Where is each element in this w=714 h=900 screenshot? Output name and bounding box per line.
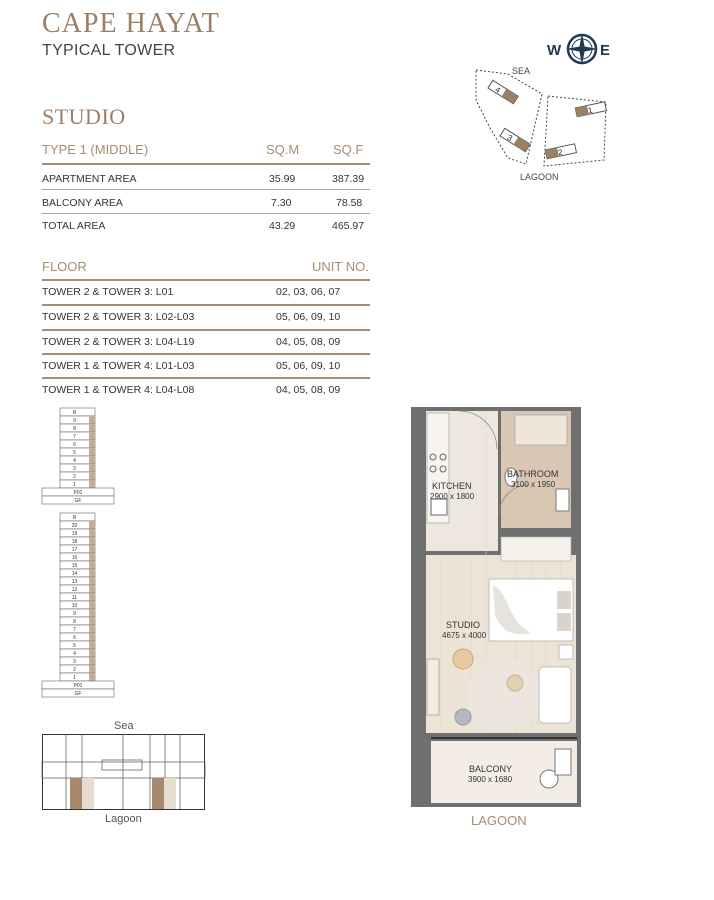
tower-level-label: GF [74, 691, 82, 697]
area-row-sqf: 465.97 [332, 220, 365, 232]
key-plan-sea-label: Sea [114, 720, 134, 732]
tower-level-unit-marker [89, 424, 95, 432]
tower-level-label: 9 [73, 611, 76, 617]
site-tower-3: 3 [505, 132, 514, 143]
area-row-label: APARTMENT AREA [42, 173, 137, 185]
tower-level-label: 3 [73, 466, 76, 472]
floor-row [42, 354, 370, 378]
col-unit-header: UNIT NO. [312, 259, 369, 274]
floor-row [42, 305, 370, 329]
tower-level-label: 1 [73, 482, 76, 488]
floor-row-units: 05, 06, 09, 10 [276, 360, 341, 372]
tower-level-unit-marker [89, 545, 95, 553]
tower-level-unit-marker [89, 569, 95, 577]
area-row-sqm: 7.30 [271, 197, 292, 209]
area-row-sqm: 43.29 [269, 220, 296, 232]
floor-plan [411, 405, 583, 809]
tower-level-unit-marker [89, 641, 95, 649]
key-plan-lagoon-label: Lagoon [105, 813, 142, 825]
tower-level-label: 18 [71, 539, 78, 545]
tower-level-label: 13 [71, 579, 78, 585]
tower-level-label: 6 [73, 442, 76, 448]
area-row-sqf: 78.58 [336, 197, 363, 209]
tower-level-unit-marker [89, 577, 95, 585]
site-tower-4: 4 [493, 84, 502, 95]
tower-level-box [60, 408, 95, 416]
tower-level-label: 20 [71, 523, 78, 529]
tower-level-box [60, 513, 95, 521]
floor-row-units: 04, 05, 08, 09 [276, 336, 341, 348]
unit-type-heading: STUDIO [42, 104, 126, 129]
tower-level-unit-marker [89, 633, 95, 641]
tower-large-elevation [42, 512, 117, 696]
tower-level-label: 9 [73, 418, 76, 424]
brand-title: CAPE HAYAT [42, 8, 220, 39]
area-row [42, 189, 370, 212]
tower-level-unit-marker [89, 448, 95, 456]
tower-level-label: 7 [73, 434, 76, 440]
area-row-label: BALCONY AREA [42, 197, 123, 209]
tower-level-unit-marker [89, 432, 95, 440]
tower-level-unit-marker [89, 464, 95, 472]
col-sqf-header: SQ.F [333, 142, 364, 157]
tower-level-label: 8 [73, 619, 76, 625]
col-floor-header: FLOOR [42, 259, 87, 274]
room-studio-label: STUDIO [446, 620, 481, 630]
tower-level-unit-marker [89, 649, 95, 657]
tower-level-label: 2 [73, 474, 76, 480]
room-balcony-label: BALCONY [469, 764, 513, 774]
tower-small-svg [42, 407, 117, 502]
floor-row-floor: TOWER 2 & TOWER 3: L02-L03 [42, 311, 195, 323]
area-type-label: TYPE 1 (MIDDLE) [42, 142, 149, 157]
tower-level-label: R [72, 410, 77, 416]
tower-level-unit-marker [89, 521, 95, 529]
tower-level-label: 16 [71, 555, 78, 561]
tower-level-unit-marker [89, 593, 95, 601]
floor-row-floor: TOWER 2 & TOWER 3: L01 [42, 286, 174, 298]
compass-west-label: W [547, 42, 562, 59]
site-tower-2: 2 [557, 147, 564, 158]
tower-level-label: 7 [73, 627, 76, 633]
tower-level-label: 10 [71, 603, 78, 609]
floor-row-units: 02, 03, 06, 07 [276, 286, 341, 298]
floor-row [42, 330, 370, 354]
area-row [42, 212, 370, 235]
tower-subtitle: TYPICAL TOWER [42, 42, 176, 59]
tower-level-unit-marker [89, 480, 95, 488]
tower-level-unit-marker [89, 537, 95, 545]
tower-level-label: 8 [73, 426, 76, 432]
site-plan-sea-label: SEA [512, 66, 531, 76]
tower-level-unit-marker [89, 440, 95, 448]
tower-level-label: 11 [71, 595, 78, 601]
compass-east-label: E [600, 42, 611, 59]
tower-small-elevation [42, 407, 117, 502]
tower-level-label: 1 [73, 675, 76, 681]
tower-level-label: P01 [73, 490, 83, 496]
tower-level-unit-marker [89, 529, 95, 537]
site-plan-lagoon-label: LAGOON [520, 172, 559, 182]
area-row-label: TOTAL AREA [42, 220, 106, 232]
tower-level-label: 14 [71, 571, 78, 577]
tower-level-unit-marker [89, 472, 95, 480]
floor-plan-orientation-label: LAGOON [471, 813, 527, 828]
room-bathroom-dims: 3100 x 1950 [511, 480, 556, 489]
room-kitchen-label: KITCHEN [432, 481, 472, 491]
room-kitchen-dims: 2900 x 1800 [430, 492, 475, 501]
floor-row-floor: TOWER 1 & TOWER 4: L04-L08 [42, 384, 195, 396]
area-row-sqf: 387.39 [332, 173, 365, 185]
floor-row-floor: TOWER 2 & TOWER 3: L04-L19 [42, 336, 195, 348]
tower-level-label: 2 [73, 667, 76, 673]
tower-level-unit-marker [89, 657, 95, 665]
area-row [42, 165, 370, 188]
tower-level-unit-marker [89, 585, 95, 593]
tower-level-unit-marker [89, 665, 95, 673]
tower-level-unit-marker [89, 553, 95, 561]
tower-level-label: P01 [73, 683, 83, 689]
tower-large-svg [42, 512, 117, 696]
tower-level-label: 5 [73, 450, 76, 456]
tower-level-unit-marker [89, 625, 95, 633]
key-plan [42, 734, 206, 812]
tower-level-label: 5 [73, 643, 76, 649]
floor-row-units: 04, 05, 08, 09 [276, 384, 341, 396]
col-sqm-header: SQ.M [266, 142, 300, 157]
room-studio-dims: 4675 x 4000 [442, 631, 487, 640]
floor-row-units: 05, 06, 09, 10 [276, 311, 341, 323]
tower-level-unit-marker [89, 416, 95, 424]
tower-level-label: GF [74, 498, 82, 504]
floor-row-floor: TOWER 1 & TOWER 4: L01-L03 [42, 360, 195, 372]
tower-level-unit-marker [89, 561, 95, 569]
area-row-sqm: 35.99 [269, 173, 296, 185]
tower-level-label: 4 [73, 651, 76, 657]
tower-level-label: R [72, 515, 77, 521]
tower-level-unit-marker [89, 673, 95, 681]
room-balcony-dims: 3900 x 1680 [468, 775, 513, 784]
tower-level-label: 4 [73, 458, 76, 464]
tower-level-label: 15 [71, 563, 78, 569]
tower-level-label: 12 [71, 587, 78, 593]
floor-row [42, 378, 370, 402]
site-plan [468, 60, 618, 185]
tower-level-label: 6 [73, 635, 76, 641]
room-bathroom-label: BATHROOM [507, 469, 559, 479]
tower-level-unit-marker [89, 456, 95, 464]
tower-level-label: 19 [71, 531, 78, 537]
tower-level-label: 3 [73, 659, 76, 665]
tower-level-label: 17 [71, 547, 78, 553]
tower-level-unit-marker [89, 601, 95, 609]
site-tower-1: 1 [587, 105, 594, 116]
tower-level-unit-marker [89, 617, 95, 625]
floor-row [42, 280, 370, 304]
tower-level-unit-marker [89, 609, 95, 617]
